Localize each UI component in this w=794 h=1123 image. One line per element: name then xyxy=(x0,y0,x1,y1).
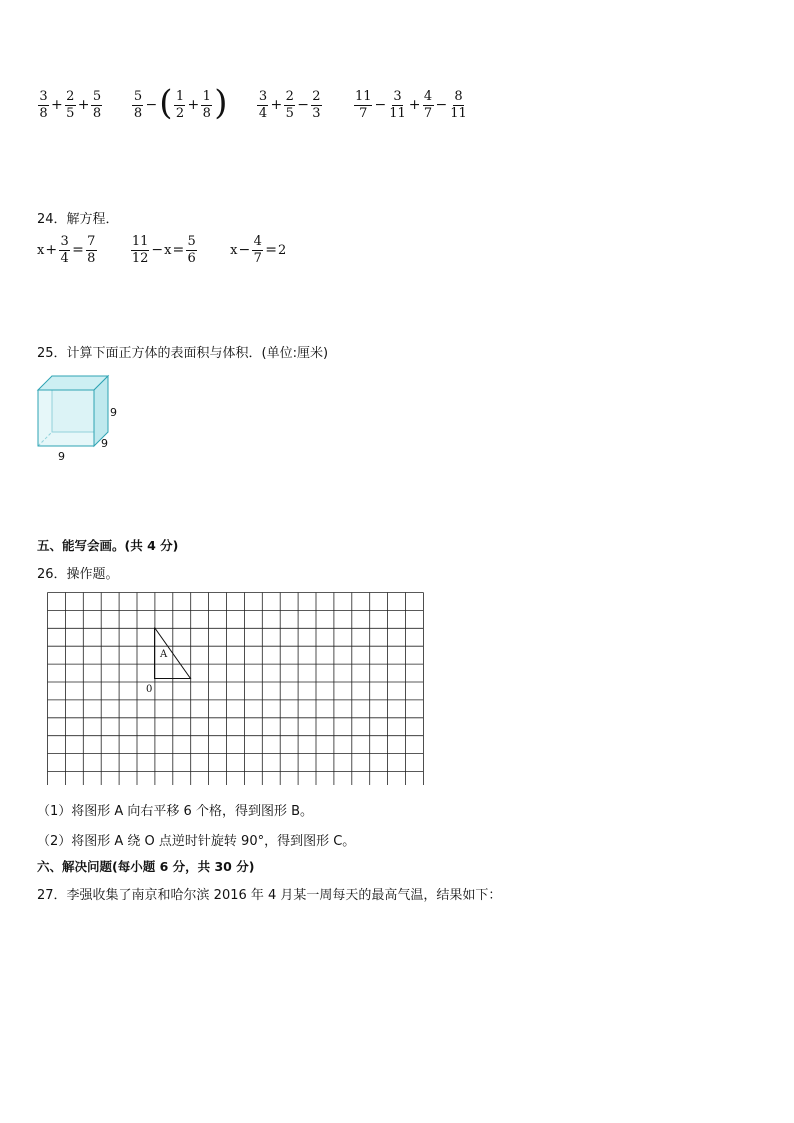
cube-width-label: 9 xyxy=(58,450,65,463)
cube-front-face xyxy=(38,390,94,446)
operator: − xyxy=(297,97,309,113)
fraction: $\frac{5}{6}$ xyxy=(187,234,196,266)
fraction: $\frac{4}{7}$ xyxy=(423,88,433,121)
problem-26-title: 26．操作题。 xyxy=(37,567,119,582)
grid-lines xyxy=(48,593,424,786)
fraction: $\frac{3}{11}$ xyxy=(389,88,406,121)
cube-height-label: 9 xyxy=(110,406,117,419)
operator: − xyxy=(435,97,448,113)
fraction: $\frac{2}{5}$ xyxy=(66,88,75,121)
cube-figure xyxy=(30,370,130,465)
equation-3: x − $\frac{4}{7}$ = 2 xyxy=(230,234,287,266)
operator: + xyxy=(51,97,63,113)
operator: + xyxy=(187,97,200,113)
problem-26-task-1: （1）将图形 A 向右平移 6 个格，得到图形 B。 xyxy=(37,804,314,819)
fraction: $\frac{5}{8}$ xyxy=(133,88,143,121)
fraction: $\frac{5}{8}$ xyxy=(92,88,102,121)
fraction: $\frac{7}{8}$ xyxy=(87,234,96,266)
problem-25-title: 25．计算下面正方体的表面积与体积．(单位:厘米) xyxy=(37,346,329,361)
problem-24-title: 24．解方程． xyxy=(37,212,119,227)
fraction: $\frac{2}{3}$ xyxy=(312,88,321,121)
calc-expressions-row xyxy=(37,83,469,123)
fraction: $\frac{1}{8}$ xyxy=(202,88,211,121)
operator: + xyxy=(77,97,90,113)
fraction: $\frac{3}{4}$ xyxy=(60,234,69,266)
section-6-heading: 六、解决问题(每小题 6 分，共 30 分) xyxy=(37,859,255,874)
equation-2: $\frac{11}{12}$ − x = $\frac{5}{6}$ xyxy=(131,234,196,266)
fraction: $\frac{1}{2}$ xyxy=(175,88,185,121)
equations-row xyxy=(37,235,286,265)
left-paren: ( xyxy=(159,83,173,123)
expression-1 xyxy=(37,90,103,120)
cube-depth-label: 9 xyxy=(101,437,108,450)
operator: − xyxy=(145,97,158,113)
operator: − xyxy=(374,97,387,113)
fraction: $\frac{3}{8}$ xyxy=(39,88,48,121)
fraction: $\frac{3}{4}$ xyxy=(258,88,268,121)
point-o-label: 0 xyxy=(146,684,153,695)
operator: + xyxy=(408,97,421,113)
fraction: $\frac{4}{7}$ xyxy=(253,234,262,266)
right-paren: ) xyxy=(214,83,228,123)
square-grid xyxy=(47,592,424,785)
fraction: $\frac{11}{12}$ xyxy=(131,234,149,266)
shape-a-label: A xyxy=(160,649,168,660)
fraction: $\frac{8}{11}$ xyxy=(450,88,467,121)
equation-1: x + $\frac{3}{4}$ = $\frac{7}{8}$ xyxy=(37,234,96,266)
fraction: $\frac{11}{7}$ xyxy=(354,88,372,121)
operator: + xyxy=(270,97,283,113)
section-5-heading: 五、能写会画。(共 4 分) xyxy=(37,538,179,553)
fraction: $\frac{2}{5}$ xyxy=(285,88,294,121)
problem-26-task-2: （2）将图形 A 绕 O 点逆时针旋转 90°，得到图形 C。 xyxy=(37,834,356,849)
problem-27-title: 27．李强收集了南京和哈尔滨 2016 年 4 月某一周每天的最高气温，结果如下： xyxy=(37,888,502,903)
expression-2 xyxy=(131,83,228,123)
expression-4 xyxy=(353,90,469,120)
expression-3 xyxy=(256,90,322,120)
